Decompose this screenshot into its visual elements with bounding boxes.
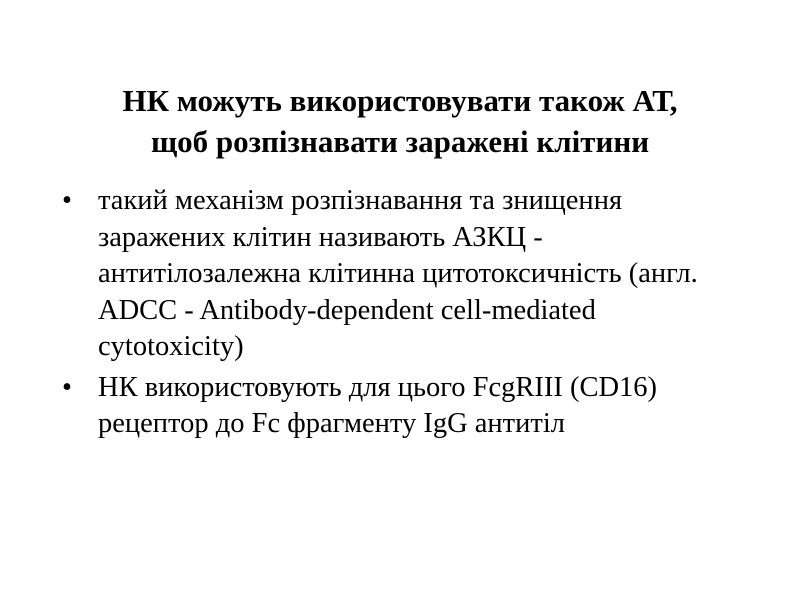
slide-title-line-2: щоб розпізнавати заражені клітини	[150, 124, 650, 159]
slide-title-line-1: НК можуть використовувати також АТ,	[122, 83, 678, 118]
bullet-item-cd16	[62, 370, 732, 443]
slide-title	[40, 80, 760, 162]
bullet-icon: •	[62, 185, 72, 216]
bullet-text-adcc: такий механізм розпізнавання та знищення заражених клітин називають АЗКЦ - антитілозалежна клітинна цитотоксичність (англ. ADCC - Antibody-dependent cell-mediated cytotoxicity)	[98, 185, 698, 362]
bullet-icon: •	[62, 371, 72, 403]
bullet-item-adcc	[62, 183, 732, 366]
bullet-list	[62, 183, 732, 447]
bullet-text-cd16: НК використовують для цього FcgRIII (CD16) рецептор до Fc фрагменту IgG антитіл	[98, 371, 658, 439]
